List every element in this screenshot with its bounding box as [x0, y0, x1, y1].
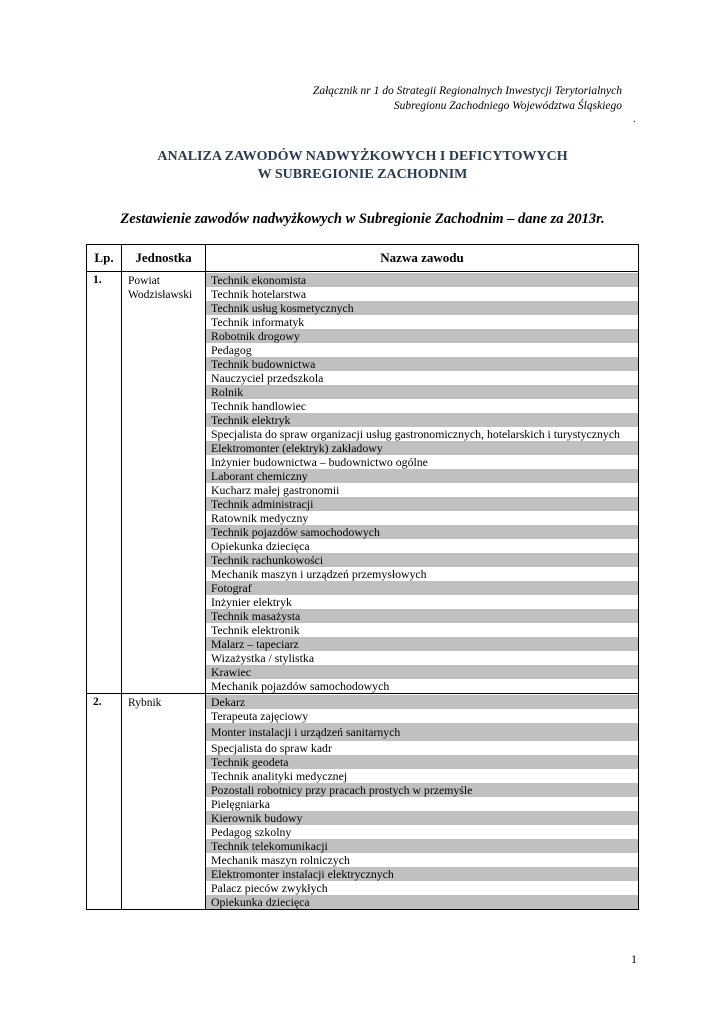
occupation-item: Malarz – tapeciarz	[206, 637, 638, 651]
occupation-item: Laborant chemiczny	[206, 469, 638, 483]
occupation-item: Pielęgniarka	[211, 797, 270, 811]
occupation-item: Pozostali robotnicy przy pracach prostych w przemyśle	[206, 783, 638, 797]
table-row	[87, 272, 639, 694]
occupation-item: Kierownik budowy	[206, 811, 638, 825]
occupation-item: Technik administracji	[206, 497, 638, 511]
occupation-item: Monter instalacji i urządzeń sanitarnych	[206, 723, 638, 741]
header-lp: Lp.	[87, 245, 122, 272]
occupation-item: Specjalista do spraw kadr	[211, 741, 332, 755]
occupation-item: Pedagog szkolny	[211, 825, 292, 839]
occupation-item: Rolnik	[206, 385, 638, 399]
row-number: 1.	[87, 272, 122, 694]
occupation-item: Palacz pieców zwykłych	[211, 881, 328, 895]
title-line-2: W SUBREGIONIE ZACHODNIM	[257, 167, 468, 182]
occupation-item: Technik usług kosmetycznych	[206, 301, 638, 315]
occupation-item: Dekarz	[206, 695, 638, 709]
occupation-item: Technik telekomunikacji	[206, 839, 638, 853]
occupation-item: Technik geodeta	[206, 755, 638, 769]
header-unit: Jednostka	[122, 245, 206, 272]
row-occupations	[206, 272, 639, 694]
occupation-item: Technik informatyk	[211, 315, 305, 329]
table-row	[87, 694, 639, 910]
occupation-item: Technik hotelarstwa	[211, 287, 307, 301]
table-subtitle: Zestawienie zawodów nadwyżkowych w Subregionie Zachodnim – dane za 2013r.	[120, 211, 605, 227]
row-number: 2.	[87, 694, 122, 910]
header-dot: .	[633, 114, 636, 125]
occupations-table	[86, 244, 639, 910]
occupation-item: Technik budownictwa	[206, 357, 638, 371]
row-occupations	[206, 694, 639, 910]
occupation-item: Technik elektryk	[206, 413, 638, 427]
occupation-item: Elektromonter (elektryk) zakładowy	[206, 441, 638, 455]
occupation-item: Technik analityki medycznej	[211, 769, 348, 783]
occupation-item: Technik ekonomista	[206, 273, 638, 287]
occupation-item: Technik masażysta	[206, 609, 638, 623]
occupation-item: Wizażystka / stylistka	[211, 651, 315, 665]
occupation-item: Mechanik pojazdów samochodowych	[211, 679, 390, 693]
occupation-item: Pedagog	[211, 343, 252, 357]
table-header-row	[87, 245, 639, 272]
occupation-item: Ratownik medyczny	[211, 511, 309, 525]
occupation-item: Technik elektronik	[211, 623, 300, 637]
occupation-item: Technik pojazdów samochodowych	[206, 525, 638, 539]
attachment-line-1: Załącznik nr 1 do Strategii Regionalnych Inwestycji Terytorialnych	[312, 85, 622, 97]
occupation-item: Opiekunka dziecięca	[211, 539, 310, 553]
document-title	[0, 148, 725, 184]
occupation-item: Kucharz małej gastronomii	[211, 483, 340, 497]
occupation-item: Inżynier elektryk	[211, 595, 292, 609]
occupation-item: Mechanik maszyn i urządzeń przemysłowych	[211, 567, 427, 581]
occupation-item: Technik handlowiec	[211, 399, 307, 413]
attachment-line-2: Subregionu Zachodniego Województwa Śląskiego	[393, 100, 622, 112]
occupation-item: Elektromonter instalacji elektrycznych	[206, 867, 638, 881]
occupation-item: Inżynier budownictwa – budownictwo ogólne	[211, 455, 428, 469]
header-occupation: Nazwa zawodu	[206, 245, 639, 272]
occupation-item: Technik rachunkowości	[206, 553, 638, 567]
occupation-item: Mechanik maszyn rolniczych	[211, 853, 350, 867]
occupation-item: Specjalista do spraw organizacji usług gastronomicznych, hotelarskich i turystycznych	[211, 427, 620, 441]
occupation-item: Terapeuta zajęciowy	[211, 709, 309, 723]
page-number: 1	[631, 952, 637, 966]
title-line-1: ANALIZA ZAWODÓW NADWYŻKOWYCH I DEFICYTOWYCH	[157, 149, 568, 164]
occupation-item: Krawiec	[206, 665, 638, 679]
occupation-item: Nauczyciel przedszkola	[211, 371, 324, 385]
row-unit: Powiat Wodzisławski	[122, 272, 206, 694]
occupation-item: Fotograf	[206, 581, 638, 595]
occupation-item: Robotnik drogowy	[206, 329, 638, 343]
occupation-item: Opiekunka dziecięca	[206, 895, 638, 909]
attachment-note	[313, 84, 622, 114]
row-unit: Rybnik	[122, 694, 206, 910]
